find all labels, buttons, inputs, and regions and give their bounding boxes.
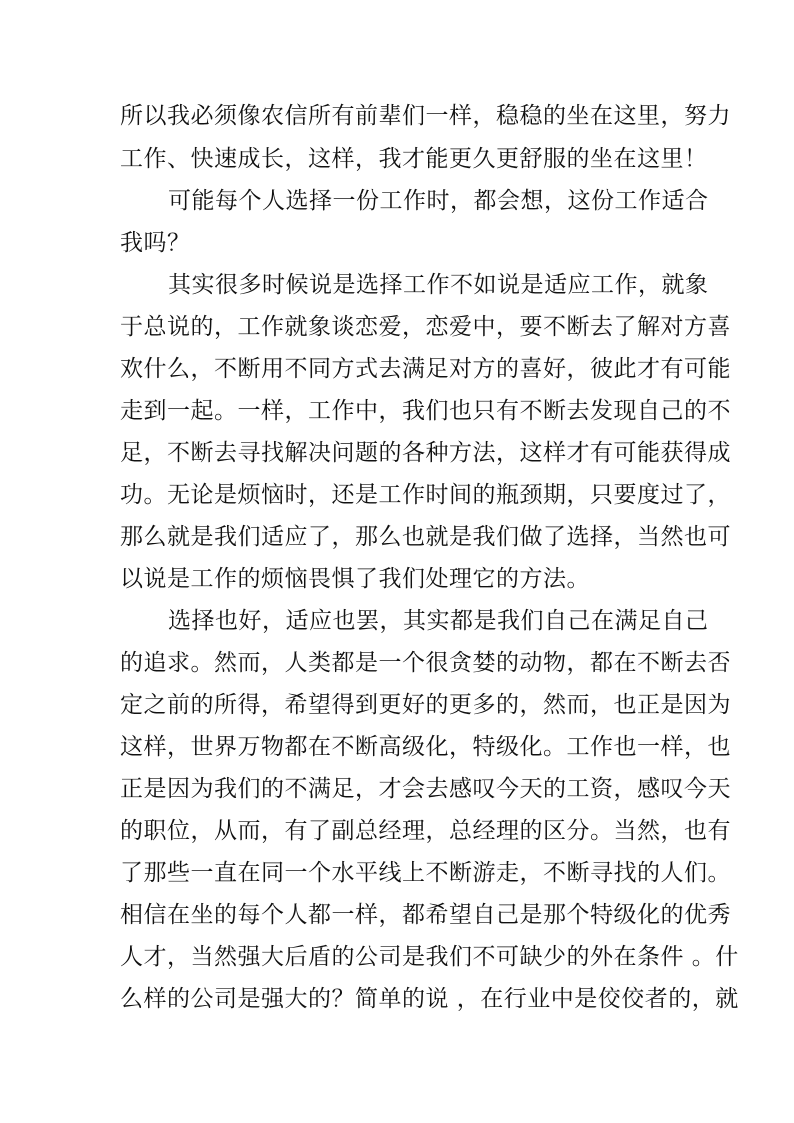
text-line: 定之前的所得，希望得到更好的更多的，然而，也正是因为 <box>120 692 731 718</box>
text-line: 功。无论是烦恼时，还是工作时间的瓶颈期，只要度过了， <box>120 482 731 508</box>
paragraph-first-line: 选择也好，适应也罢，其实都是我们自己在满足自己 <box>168 608 709 634</box>
text-line: 么样的公司是强大的？简单的说 ，在行业中是佼佼者的，就 <box>120 986 739 1012</box>
text-line: 工作、快速成长，这样，我才能更久更舒服的坐在这里！ <box>120 146 708 172</box>
text-line: 足，不断去寻找解决问题的各种方法，这样才有可能获得成 <box>120 440 731 466</box>
text-line: 欢什么，不断用不同方式去满足对方的喜好，彼此才有可能 <box>120 356 731 382</box>
text-line: 这样，世界万物都在不断高级化，特级化。工作也一样，也 <box>120 734 731 760</box>
text-line: 以说是工作的烦恼畏惧了我们处理它的方法。 <box>120 566 590 592</box>
text-line: 了那些一直在同一个水平线上不断游走，不断寻找的人们。 <box>120 860 731 886</box>
text-line: 那么就是我们适应了，那么也就是我们做了选择，当然也可 <box>120 524 731 550</box>
text-line: 相信在坐的每个人都一样，都希望自己是那个特级化的优秀 <box>120 902 731 928</box>
text-line: 走到一起。一样，工作中，我们也只有不断去发现自己的不 <box>120 398 731 424</box>
text-line: 的职位，从而，有了副总经理，总经理的区分。当然，也有 <box>120 818 731 844</box>
text-line: 人才，当然强大后盾的公司是我们不可缺少的外在条件 。什 <box>120 944 739 970</box>
paragraph-first-line: 可能每个人选择一份工作时，都会想，这份工作适合 <box>168 188 709 214</box>
text-line: 于总说的，工作就象谈恋爱，恋爱中，要不断去了解对方喜 <box>120 314 731 340</box>
paragraph-first-line: 其实很多时候说是选择工作不如说是适应工作，就象 <box>168 272 709 298</box>
text-line: 所以我必须像农信所有前辈们一样，稳稳的坐在这里，努力 <box>120 103 731 129</box>
text-line: 我吗？ <box>120 230 191 256</box>
text-line: 的追求。然而，人类都是一个很贪婪的动物，都在不断去否 <box>120 650 731 676</box>
text-line: 正是因为我们的不满足，才会去感叹今天的工资，感叹今天 <box>120 776 731 802</box>
